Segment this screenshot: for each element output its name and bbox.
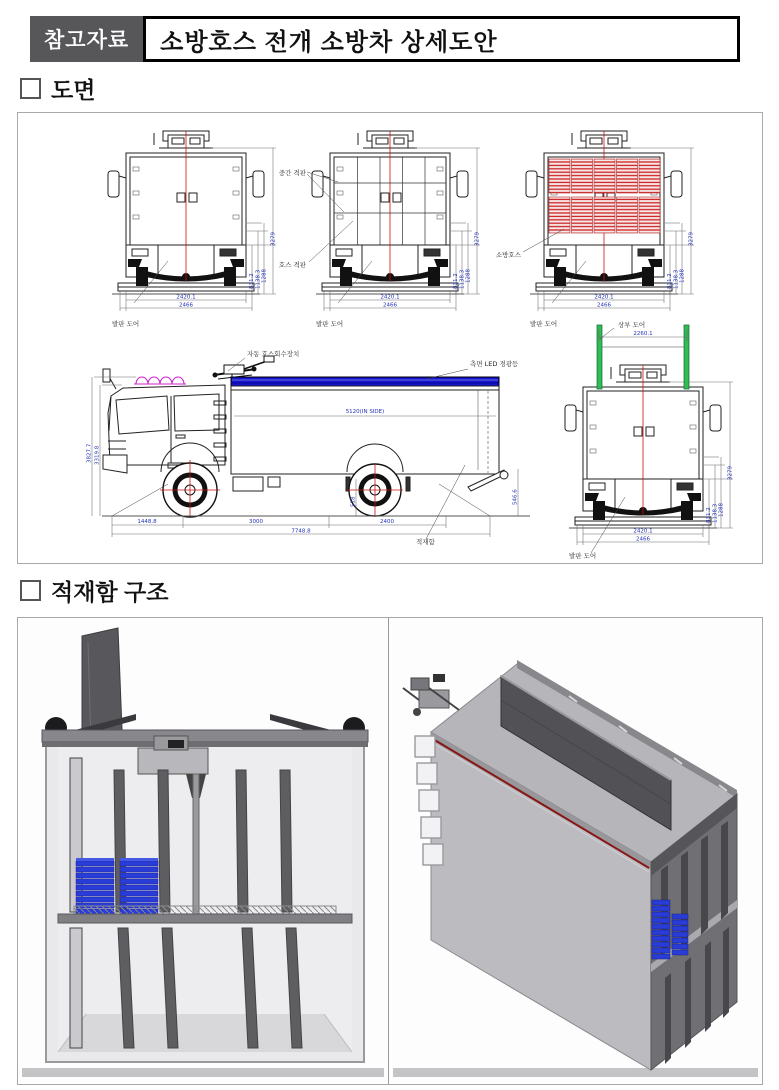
dim-3279: 3279 (270, 232, 277, 246)
svg-text:1138.3: 1138.3 (459, 269, 466, 289)
drawing-figure-panel (17, 112, 763, 564)
dim-3827: 3827.7 (86, 443, 93, 463)
cargo-isometric-image (389, 618, 762, 1084)
cargo-cross-section-image (18, 618, 389, 1084)
svg-text:3279: 3279 (727, 466, 734, 480)
rear-view-closed (108, 131, 277, 328)
cargo-box-side (214, 386, 499, 474)
title-header (30, 16, 740, 62)
dim-831: 831.2 (249, 273, 255, 289)
dim-3319: 3319.8 (94, 445, 101, 465)
dim-546: 546.6 (512, 489, 519, 505)
step-door-label: 발판 도어 (112, 320, 140, 328)
dim-518: 518 (350, 496, 357, 507)
side-led-label: 측면 LED 경광등 (470, 360, 519, 368)
dim-1448: 1448.8 (137, 519, 157, 525)
reference-tag: 참고자료 (30, 16, 143, 62)
rear-view-top-door (565, 320, 734, 560)
square-bullet-icon (20, 78, 41, 99)
cargo-box-label: 적재함 (416, 538, 435, 546)
dim-2260: 2260.1 (633, 331, 653, 337)
square-bullet-icon (20, 580, 41, 601)
svg-text:발판 도어: 발판 도어 (316, 320, 344, 328)
shelf-grate (74, 906, 336, 914)
svg-text:1138.3: 1138.3 (712, 503, 719, 523)
top-door-strut-right (684, 325, 689, 389)
svg-text:2466: 2466 (383, 302, 397, 309)
section-title-drawing (20, 72, 95, 105)
svg-text:831.2: 831.2 (667, 273, 673, 289)
svg-text:발판 도어: 발판 도어 (530, 320, 558, 328)
svg-text:2466: 2466 (636, 536, 650, 543)
svg-text:3279: 3279 (474, 232, 481, 246)
side-view (87, 349, 531, 546)
top-door-label: 상부 도어 (618, 321, 646, 329)
svg-text:3279: 3279 (688, 232, 695, 246)
section-drawing-label: 도면 (51, 77, 96, 103)
dim-2420: 2420.1 (176, 294, 196, 301)
svg-text:831.2: 831.2 (706, 507, 712, 523)
dim-3000: 3000 (249, 519, 263, 525)
truck-cad-drawing (18, 113, 762, 561)
svg-text:2420.1: 2420.1 (380, 294, 400, 301)
dim-7748: 7748.8 (291, 528, 311, 535)
cargo-structure-panel (17, 617, 763, 1085)
led-bar (231, 377, 499, 386)
dim-2400: 2400 (380, 519, 394, 525)
dim-5120: 5120(IN SIDE) (345, 409, 385, 415)
mid-shelf (58, 914, 352, 923)
page-title: 소방호스 전개 소방차 상세도안 (143, 16, 740, 62)
dim-2466: 2466 (179, 302, 193, 309)
svg-text:2466: 2466 (597, 302, 611, 309)
dim-1138: 1138.3 (255, 269, 262, 289)
front-wheel (160, 460, 220, 517)
svg-text:발판 도어: 발판 도어 (569, 552, 597, 560)
svg-text:831.2: 831.2 (453, 273, 459, 289)
section-title-cargo (20, 574, 168, 607)
svg-text:1288: 1288 (679, 269, 686, 283)
fire-hose-label: 소방호스 (495, 251, 521, 259)
rear-view-partitions (279, 131, 481, 328)
svg-text:1138.3: 1138.3 (673, 269, 680, 289)
svg-text:1288: 1288 (465, 269, 472, 283)
mid-partition-label: 중간 격판 (278, 169, 306, 177)
top-door-strut-left (597, 325, 602, 389)
beacon-light (134, 377, 186, 384)
section-cargo-label: 적재함 구조 (51, 579, 169, 605)
auto-hose-device-label: 자동 호스회수장치 (247, 350, 300, 358)
svg-text:2420.1: 2420.1 (594, 294, 614, 301)
dim-1288: 1288 (261, 269, 268, 283)
svg-text:1288: 1288 (718, 503, 725, 517)
hose-partition-label: 호스 격판 (278, 261, 306, 269)
rear-view-hoses (496, 131, 695, 328)
svg-text:2420.1: 2420.1 (633, 528, 653, 535)
